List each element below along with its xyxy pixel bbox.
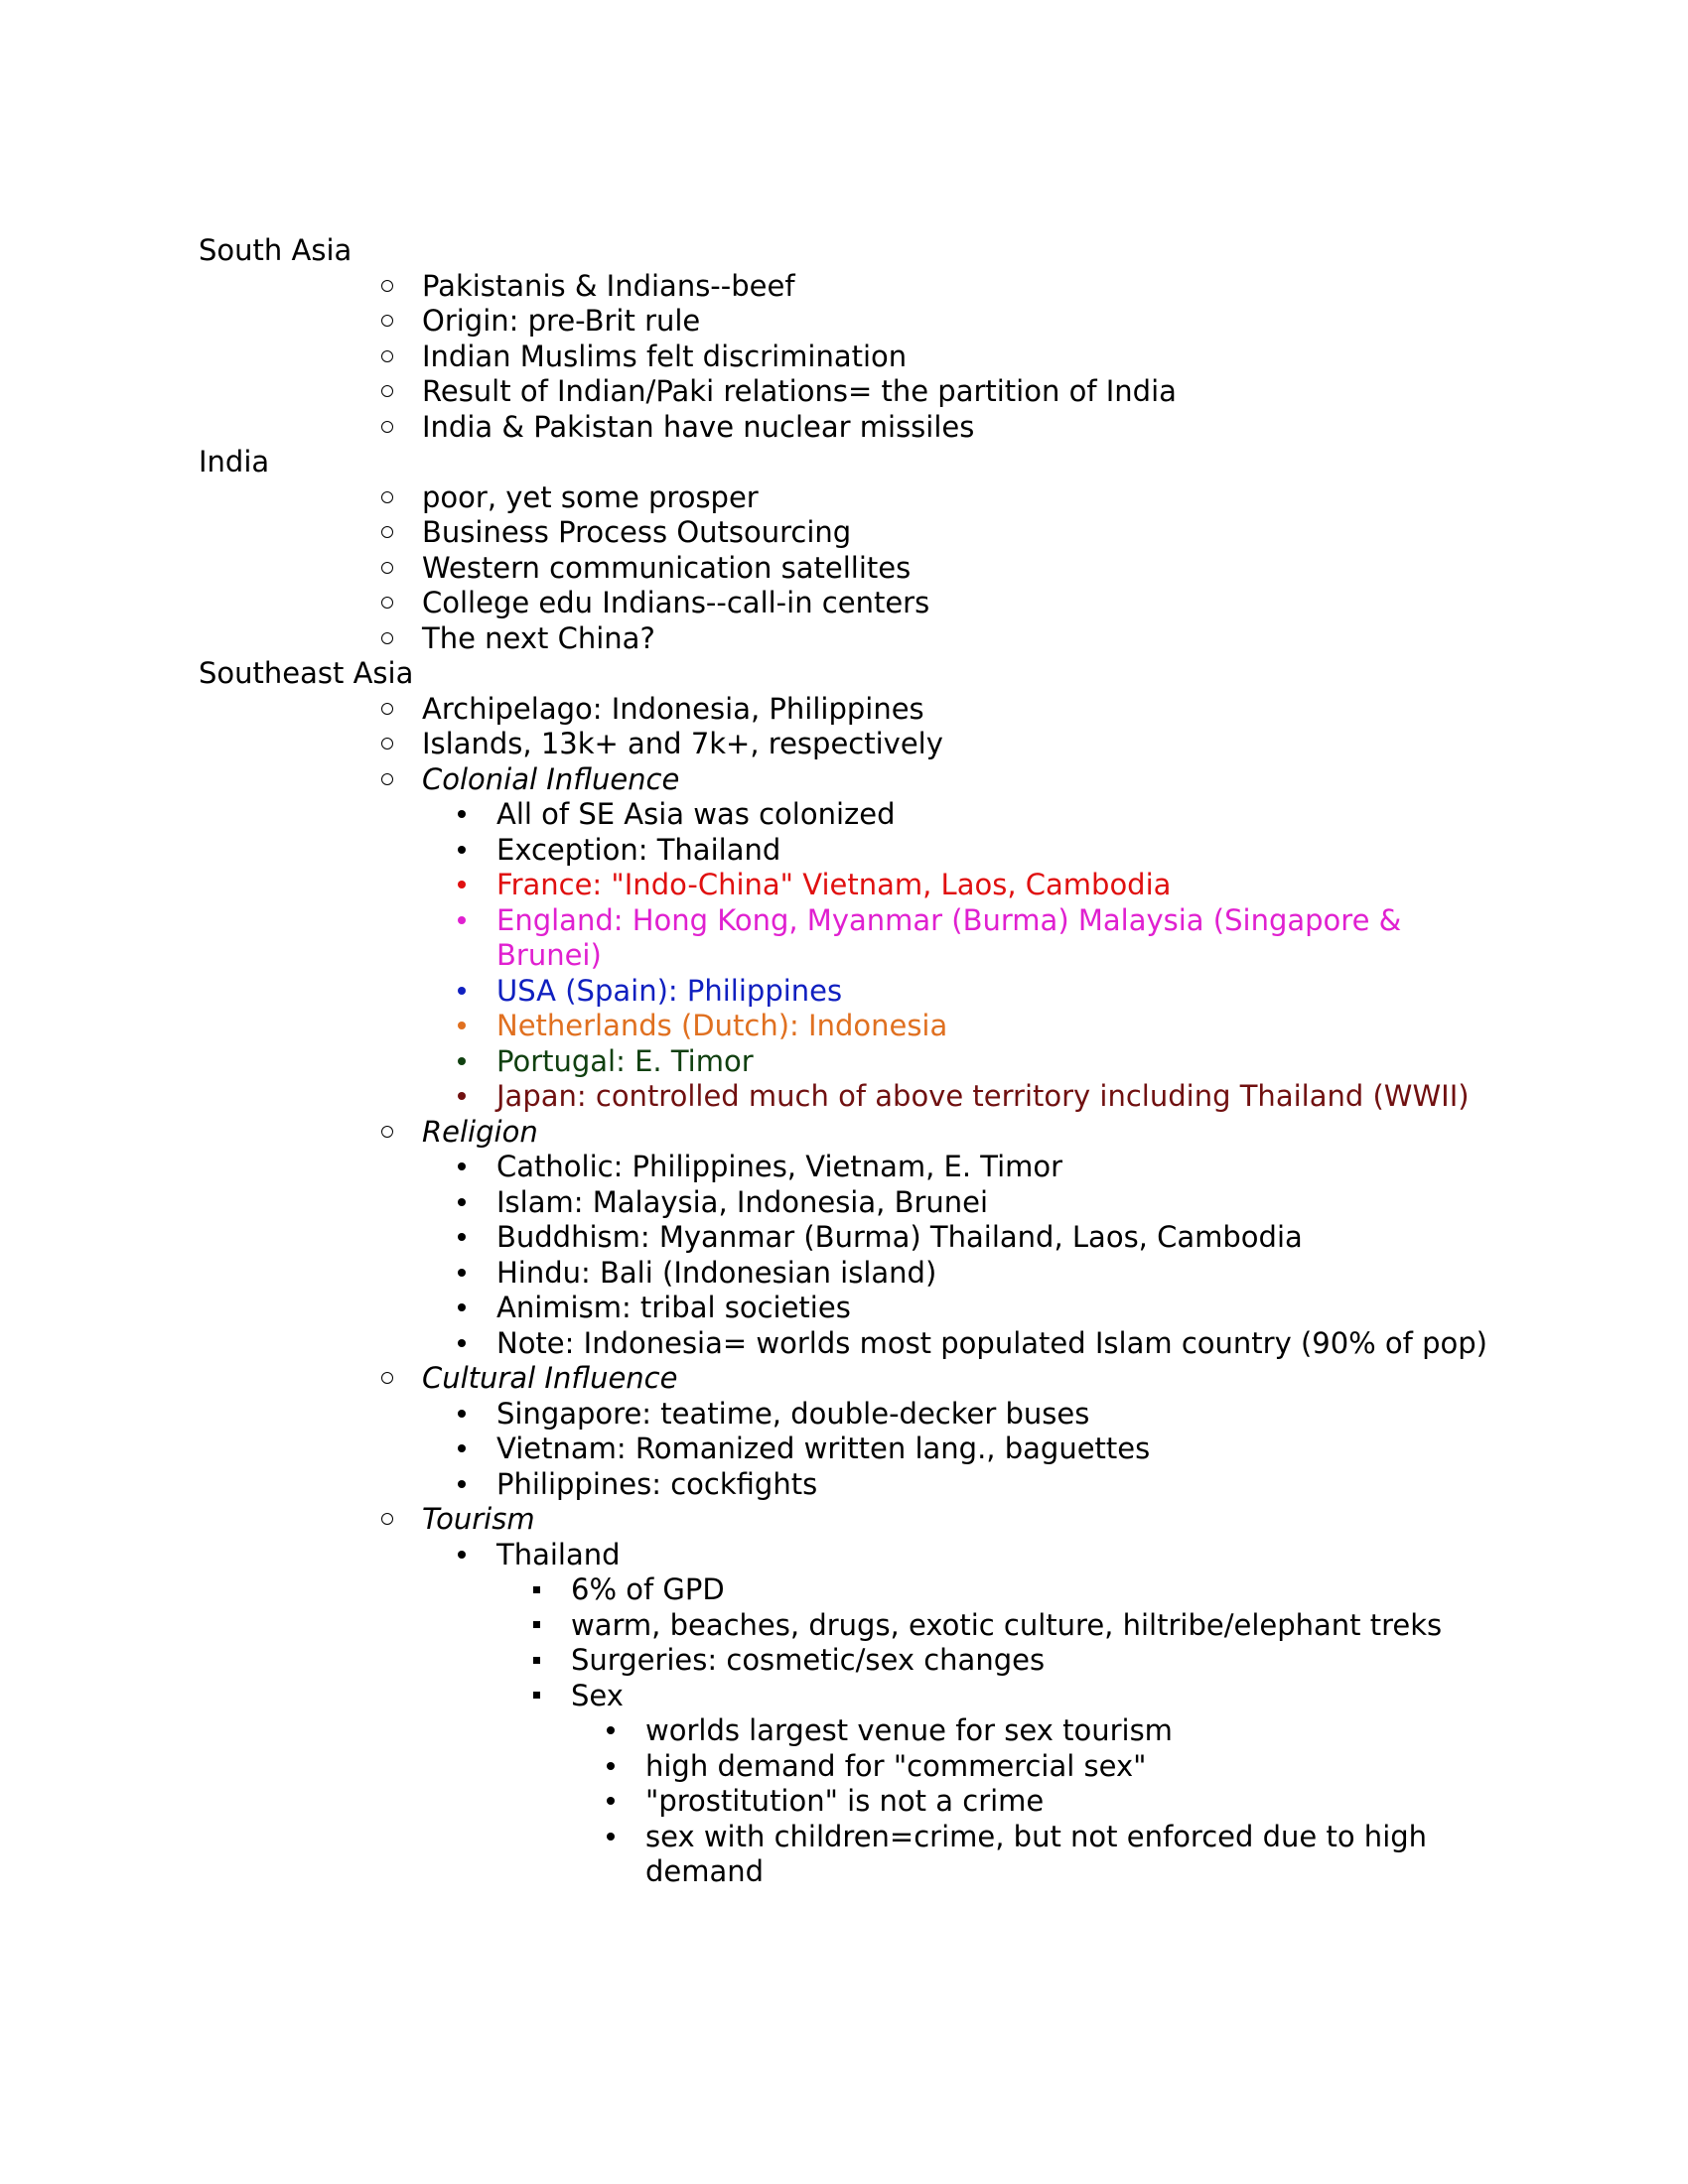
dot-bullet-icon: [447, 1432, 477, 1467]
list-item: Japan: controlled much of above territory including Thailand (WWII): [496, 1079, 1489, 1115]
outline-document: [199, 233, 1489, 1890]
list-item: Islands, 13k+ and 7k+, respectively: [422, 727, 1489, 762]
hollow-circle-bullet-icon: [372, 692, 402, 728]
list-southeast-asia: [422, 692, 1489, 1890]
hollow-circle-bullet-icon: [372, 586, 402, 621]
list-item: sex with children=crime, but not enforced due to high demand: [645, 1820, 1489, 1890]
list-thailand: [571, 1572, 1489, 1890]
dot-bullet-icon: [447, 974, 477, 1010]
dot-bullet-icon: [447, 1326, 477, 1362]
list-south-asia: [422, 269, 1489, 446]
dot-bullet-icon: [447, 833, 477, 869]
list-item: 6% of GPD: [571, 1572, 1489, 1608]
hollow-circle-bullet-icon: [372, 480, 402, 516]
dot-bullet-icon: [447, 1397, 477, 1433]
list-cultural-influence: [496, 1397, 1489, 1503]
hollow-circle-bullet-icon: [372, 1361, 402, 1397]
list-item: Note: Indonesia= worlds most populated Islam country (90% of pop): [496, 1326, 1489, 1362]
list-item: Portugal: E. Timor: [496, 1044, 1489, 1080]
dot-bullet-icon: [447, 1079, 477, 1115]
hollow-circle-bullet-icon: [372, 410, 402, 446]
dot-bullet-icon: [447, 1009, 477, 1044]
list-item: high demand for "commercial sex": [645, 1749, 1489, 1785]
hollow-circle-bullet-icon: [372, 551, 402, 587]
list-item: Surgeries: cosmetic/sex changes: [571, 1643, 1489, 1679]
list-item: Catholic: Philippines, Vietnam, E. Timor: [496, 1150, 1489, 1185]
subsection-religion: [422, 1115, 1489, 1362]
hollow-circle-bullet-icon: [372, 269, 402, 305]
dot-bullet-icon: [447, 1220, 477, 1256]
hollow-circle-bullet-icon: [372, 1502, 402, 1538]
list-item: Exception: Thailand: [496, 833, 1489, 869]
dot-bullet-icon: [447, 903, 477, 939]
list-item: warm, beaches, drugs, exotic culture, hiltribe/elephant treks: [571, 1608, 1489, 1644]
dot-bullet-icon: [596, 1749, 626, 1785]
list-item: France: "Indo-China" Vietnam, Laos, Cambodia: [496, 868, 1489, 903]
list-item: Netherlands (Dutch): Indonesia: [496, 1009, 1489, 1044]
list-item: Buddhism: Myanmar (Burma) Thailand, Laos, Cambodia: [496, 1220, 1489, 1256]
dot-bullet-icon: [447, 1538, 477, 1573]
heading-india: India: [199, 445, 270, 478]
dot-bullet-icon: [596, 1713, 626, 1749]
subsection-colonial-influence: [422, 762, 1489, 1115]
hollow-circle-bullet-icon: [372, 727, 402, 762]
subsection-title: Cultural Influence: [422, 1361, 678, 1395]
subsection-title: Tourism: [422, 1502, 535, 1536]
dot-bullet-icon: [596, 1820, 626, 1855]
list-item: Singapore: teatime, double-decker buses: [496, 1397, 1489, 1433]
list-item-sex: Sex worlds largest venue for sex tourism high demand for "commercial sex" "prostitution" is not a crime sex with children=crime, but not enforced due to high demand: [571, 1679, 1489, 1890]
subsection-title: Colonial Influence: [422, 761, 680, 796]
list-india: [422, 480, 1489, 657]
dot-bullet-icon: [447, 1185, 477, 1221]
list-item: England: Hong Kong, Myanmar (Burma) Malaysia (Singapore & Brunei): [496, 903, 1489, 974]
square-bullet-icon: [521, 1608, 551, 1644]
list-item: India & Pakistan have nuclear missiles: [422, 410, 1489, 446]
list-item: Result of Indian/Paki relations= the partition of India: [422, 374, 1489, 410]
list-item: Business Process Outsourcing: [422, 515, 1489, 551]
dot-bullet-icon: [447, 1150, 477, 1185]
list-item: Indian Muslims felt discrimination: [422, 340, 1489, 375]
hollow-circle-bullet-icon: [372, 621, 402, 657]
list-item: Vietnam: Romanized written lang., baguettes: [496, 1432, 1489, 1467]
list-sex: [645, 1713, 1489, 1890]
heading-southeast-asia: Southeast Asia: [199, 656, 414, 690]
list-colonial-influence: [496, 797, 1489, 1115]
hollow-circle-bullet-icon: [372, 304, 402, 340]
dot-bullet-icon: [447, 797, 477, 833]
list-item: Pakistanis & Indians--beef: [422, 269, 1489, 305]
list-item-thailand: Thailand 6% of GPD warm, beaches, drugs, exotic culture, hiltribe/elephant treks Surgeries: cosmetic/sex changes Sex worlds largest venue for sex tourism high demand for "commercial sex" "prostitution" is not a crime sex with children=crime, but not enforced due to high demand: [496, 1538, 1489, 1890]
dot-bullet-icon: [596, 1784, 626, 1820]
list-item: All of SE Asia was colonized: [496, 797, 1489, 833]
square-bullet-icon: [521, 1679, 551, 1714]
hollow-circle-bullet-icon: [372, 515, 402, 551]
subsection-tourism: [422, 1502, 1489, 1890]
list-item: Animism: tribal societies: [496, 1291, 1489, 1326]
list-item: Archipelago: Indonesia, Philippines: [422, 692, 1489, 728]
list-item: poor, yet some prosper: [422, 480, 1489, 516]
subsection-cultural-influence: [422, 1361, 1489, 1502]
list-item: "prostitution" is not a crime: [645, 1784, 1489, 1820]
hollow-circle-bullet-icon: [372, 374, 402, 410]
list-item: College edu Indians--call-in centers: [422, 586, 1489, 621]
hollow-circle-bullet-icon: [372, 340, 402, 375]
heading-south-asia: South Asia: [199, 233, 352, 267]
list-item: The next China?: [422, 621, 1489, 657]
dot-bullet-icon: [447, 1256, 477, 1292]
list-item: Western communication satellites: [422, 551, 1489, 587]
square-bullet-icon: [521, 1643, 551, 1679]
list-item: worlds largest venue for sex tourism: [645, 1713, 1489, 1749]
list-item: USA (Spain): Philippines: [496, 974, 1489, 1010]
dot-bullet-icon: [447, 1291, 477, 1326]
list-item: Philippines: cockfights: [496, 1467, 1489, 1503]
square-bullet-icon: [521, 1572, 551, 1608]
list-tourism: [496, 1538, 1489, 1890]
dot-bullet-icon: [447, 1044, 477, 1080]
dot-bullet-icon: [447, 1467, 477, 1503]
list-item: Islam: Malaysia, Indonesia, Brunei: [496, 1185, 1489, 1221]
hollow-circle-bullet-icon: [372, 1115, 402, 1151]
list-item: Hindu: Bali (Indonesian island): [496, 1256, 1489, 1292]
dot-bullet-icon: [447, 868, 477, 903]
subsection-title: Religion: [422, 1114, 538, 1149]
hollow-circle-bullet-icon: [372, 762, 402, 798]
list-item: Origin: pre-Brit rule: [422, 304, 1489, 340]
list-religion: [496, 1150, 1489, 1361]
